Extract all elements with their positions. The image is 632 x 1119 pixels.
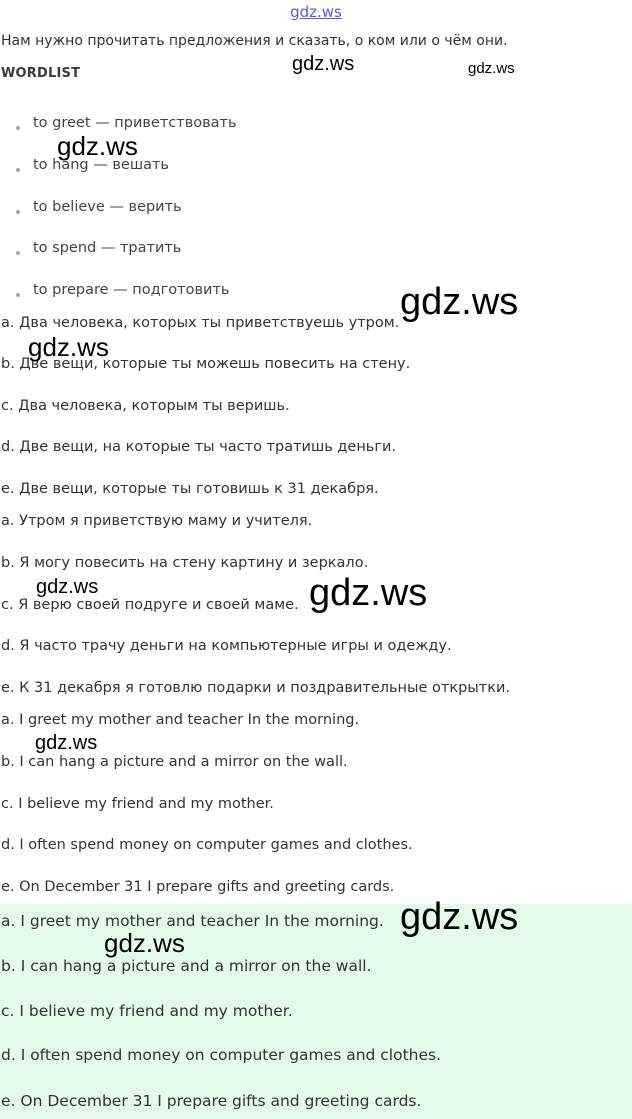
wordlist-item: to greet — приветствовать bbox=[33, 115, 237, 131]
watermark: gdz.ws bbox=[28, 332, 109, 362]
watermark: gdz.ws bbox=[36, 576, 99, 598]
question-line: e. Две вещи, которые ты готовишь к 31 декабря. bbox=[1, 481, 379, 497]
answer-en-line: e. On December 31 I prepare gifts and greeting cards. bbox=[1, 879, 395, 895]
answer-en-line: d. I often spend money on computer games and clothes. bbox=[1, 837, 413, 853]
highlighted-answer-line: c. I believe my friend and my mother. bbox=[1, 1002, 293, 1020]
header-watermark-link[interactable]: gdz.ws bbox=[290, 3, 342, 21]
wordlist-item: to hang — вешать bbox=[33, 157, 169, 173]
question-line: a. Два человека, которых ты приветствуешь утром. bbox=[1, 315, 400, 331]
answer-ru-line: b. Я могу повесить на стену картину и зеркало. bbox=[1, 555, 369, 571]
answer-ru-line: e. К 31 декабря я готовлю подарки и поздравительные открытки. bbox=[1, 680, 510, 696]
bullet-icon bbox=[16, 293, 20, 297]
intro-text: Нам нужно прочитать предложения и сказать, о ком или о чём они. bbox=[1, 33, 508, 49]
answer-en-line: a. I greet my mother and teacher In the morning. bbox=[1, 712, 360, 728]
answer-ru-line: c. Я верю своей подруге и своей маме. bbox=[1, 597, 299, 613]
watermark: gdz.ws bbox=[57, 131, 138, 161]
answer-ru-line: d. Я часто трачу деньги на компьютерные игры и одежду. bbox=[1, 638, 452, 654]
bullet-icon bbox=[16, 168, 20, 172]
highlighted-answer-line: b. I can hang a picture and a mirror on the wall. bbox=[1, 957, 372, 975]
bullet-icon bbox=[16, 126, 20, 130]
answer-en-line: c. I believe my friend and my mother. bbox=[1, 796, 274, 812]
bullet-icon bbox=[16, 251, 20, 255]
watermark: gdz.ws bbox=[292, 53, 355, 75]
highlighted-answer-line: e. On December 31 I prepare gifts and greeting cards. bbox=[1, 1092, 422, 1110]
wordlist-heading: WORDLIST bbox=[1, 66, 81, 81]
wordlist-item: to prepare — подготовить bbox=[33, 282, 230, 298]
watermark: gdz.ws bbox=[468, 60, 515, 77]
highlighted-answer-line: a. I greet my mother and teacher In the morning. bbox=[1, 912, 384, 930]
highlighted-answer-line: d. I often spend money on computer games and clothes. bbox=[1, 1046, 442, 1064]
wordlist-item: to spend — тратить bbox=[33, 240, 182, 256]
wordlist-item: to believe — верить bbox=[33, 199, 182, 215]
watermark: gdz.ws bbox=[104, 928, 185, 958]
bullet-icon bbox=[16, 210, 20, 214]
question-line: c. Два человека, которым ты веришь. bbox=[1, 398, 290, 414]
answer-ru-line: a. Утром я приветствую маму и учителя. bbox=[1, 513, 313, 529]
watermark: gdz.ws bbox=[309, 572, 428, 614]
watermark: gdz.ws bbox=[400, 281, 519, 323]
question-line: b. Две вещи, которые ты можешь повесить на стену. bbox=[1, 356, 411, 372]
watermark: gdz.ws bbox=[35, 732, 98, 754]
watermark: gdz.ws bbox=[400, 896, 519, 938]
answer-en-line: b. I can hang a picture and a mirror on the wall. bbox=[1, 754, 348, 770]
question-line: d. Две вещи, на которые ты часто тратишь деньги. bbox=[1, 439, 397, 455]
